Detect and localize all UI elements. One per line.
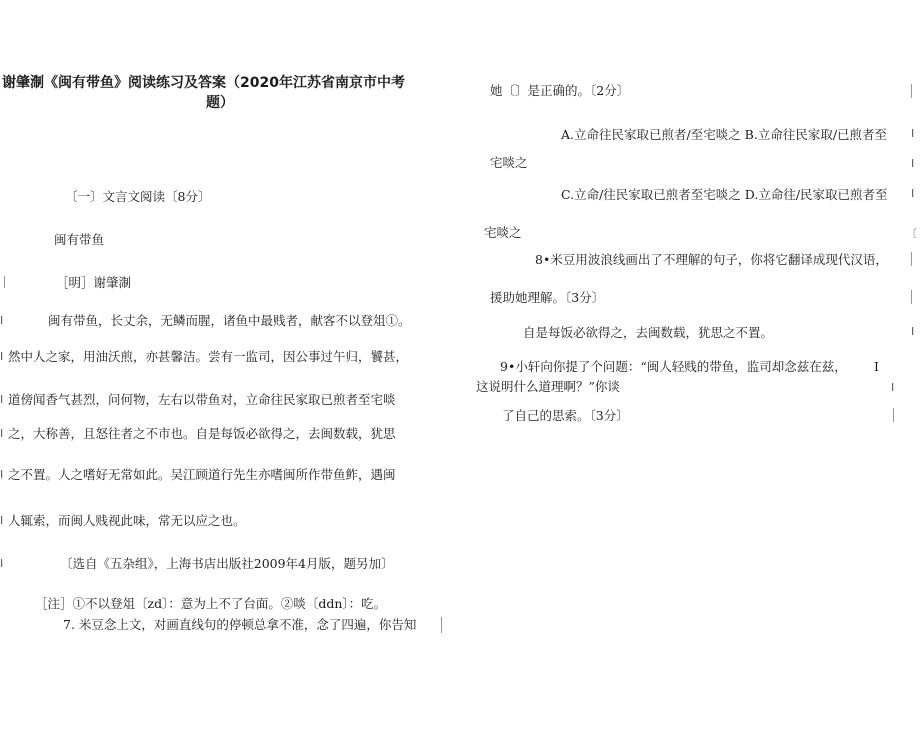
passage-line-3: 道傍闻香气甚烈，问何物，左右以带鱼对，立命往民家取已煎者至宅啖	[8, 392, 396, 407]
margin-mark: I	[0, 468, 4, 481]
column-rule	[441, 617, 442, 633]
margin-mark: I	[891, 381, 895, 394]
passage-author: ［明］谢肇淛	[56, 275, 132, 290]
column-rule	[911, 252, 912, 266]
question-8-sentence: 自是每饭必欲得之，去闽数载，犹思之不置。	[523, 325, 774, 340]
question-9-line1: 9•小轩向你提了个问题：“闽人轻贱的带鱼，监司却念兹在兹，	[500, 359, 847, 374]
margin-mark: 〔	[906, 227, 917, 240]
passage-note: ［注］①不以登俎〔zd〕：意为上不了台面。②啖〔ddn〕：吃。	[35, 596, 387, 611]
article-title-line1: 谢肇淛《闽有带鱼》阅读练习及答案（2020年江苏省南京市中考	[2, 75, 405, 91]
margin-mark: I	[911, 187, 915, 200]
column-rule	[911, 84, 912, 98]
question-9-line2: 这说明什么道理啊？”你谈	[476, 379, 620, 394]
margin-mark: I	[911, 157, 915, 170]
question-7-line2: 她〔〕是正确的。〔2分〕	[490, 83, 630, 98]
column-rule	[4, 276, 5, 288]
question-7-option-cd: C.立命/往民家取已煎者至宅啖之 D.立命往/民家取已煎者至	[561, 187, 888, 202]
question-9-line1-tail: I	[874, 359, 879, 374]
column-rule	[893, 408, 894, 422]
question-7-option-d-cont: 宅啖之	[484, 225, 522, 240]
article-title-line2: 题）	[206, 95, 234, 111]
margin-mark: I	[0, 514, 4, 527]
passage-line-5: 之不置。人之嗜好无常如此。吴江顾道行先生亦嗜闽所作带鱼鲊，遇闽	[8, 467, 396, 482]
margin-mark: I	[0, 314, 4, 327]
passage-line-1: 闽有带鱼，长丈余，无鳞而腥，诸鱼中最贱者，献客不以登俎①。	[48, 313, 411, 328]
question-7-option-ab: A.立命往民家取已煎者/至宅啖之 B.立命往民家取/已煎者至	[561, 127, 888, 142]
question-8-line2: 援助她理解。〔3分〕	[490, 290, 605, 305]
margin-mark: I	[911, 325, 915, 338]
margin-mark: I	[0, 427, 4, 440]
question-9-line3: 了自己的思索。〔3分〕	[502, 408, 629, 423]
passage-line-2: 然中人之家，用油沃煎，亦甚馨洁。尝有一监司，因公事过午归，饕甚，	[8, 349, 409, 364]
margin-mark: I	[0, 557, 4, 570]
passage-line-4: 之，大称善，且怒往者之不市也。自是每饭必欲得之，去闽数载，犹思	[8, 426, 396, 441]
passage-source: 〔选自《五杂组》，上海书店出版社2009年4月版，题另加〕	[60, 556, 394, 571]
passage-title: 闽有带鱼	[54, 232, 105, 247]
column-rule	[911, 290, 912, 304]
question-8-line1: 8•米豆用波浪线画出了不理解的句子，你将它翻译成现代汉语，	[535, 252, 888, 267]
margin-mark: I	[911, 127, 915, 140]
margin-mark: I	[0, 350, 4, 363]
margin-mark: I	[0, 393, 4, 406]
section-heading: 〔一〕文言文阅读〔8分〕	[65, 189, 211, 204]
question-7-option-b-cont: 宅啖之	[490, 155, 528, 170]
question-7-line1: 7. 米豆念上文，对画直线句的停顿总拿不准，念了四遍，你告知	[63, 617, 417, 632]
passage-line-6: 人辄索，而闽人贱视此味，常无以应之也。	[8, 513, 246, 528]
